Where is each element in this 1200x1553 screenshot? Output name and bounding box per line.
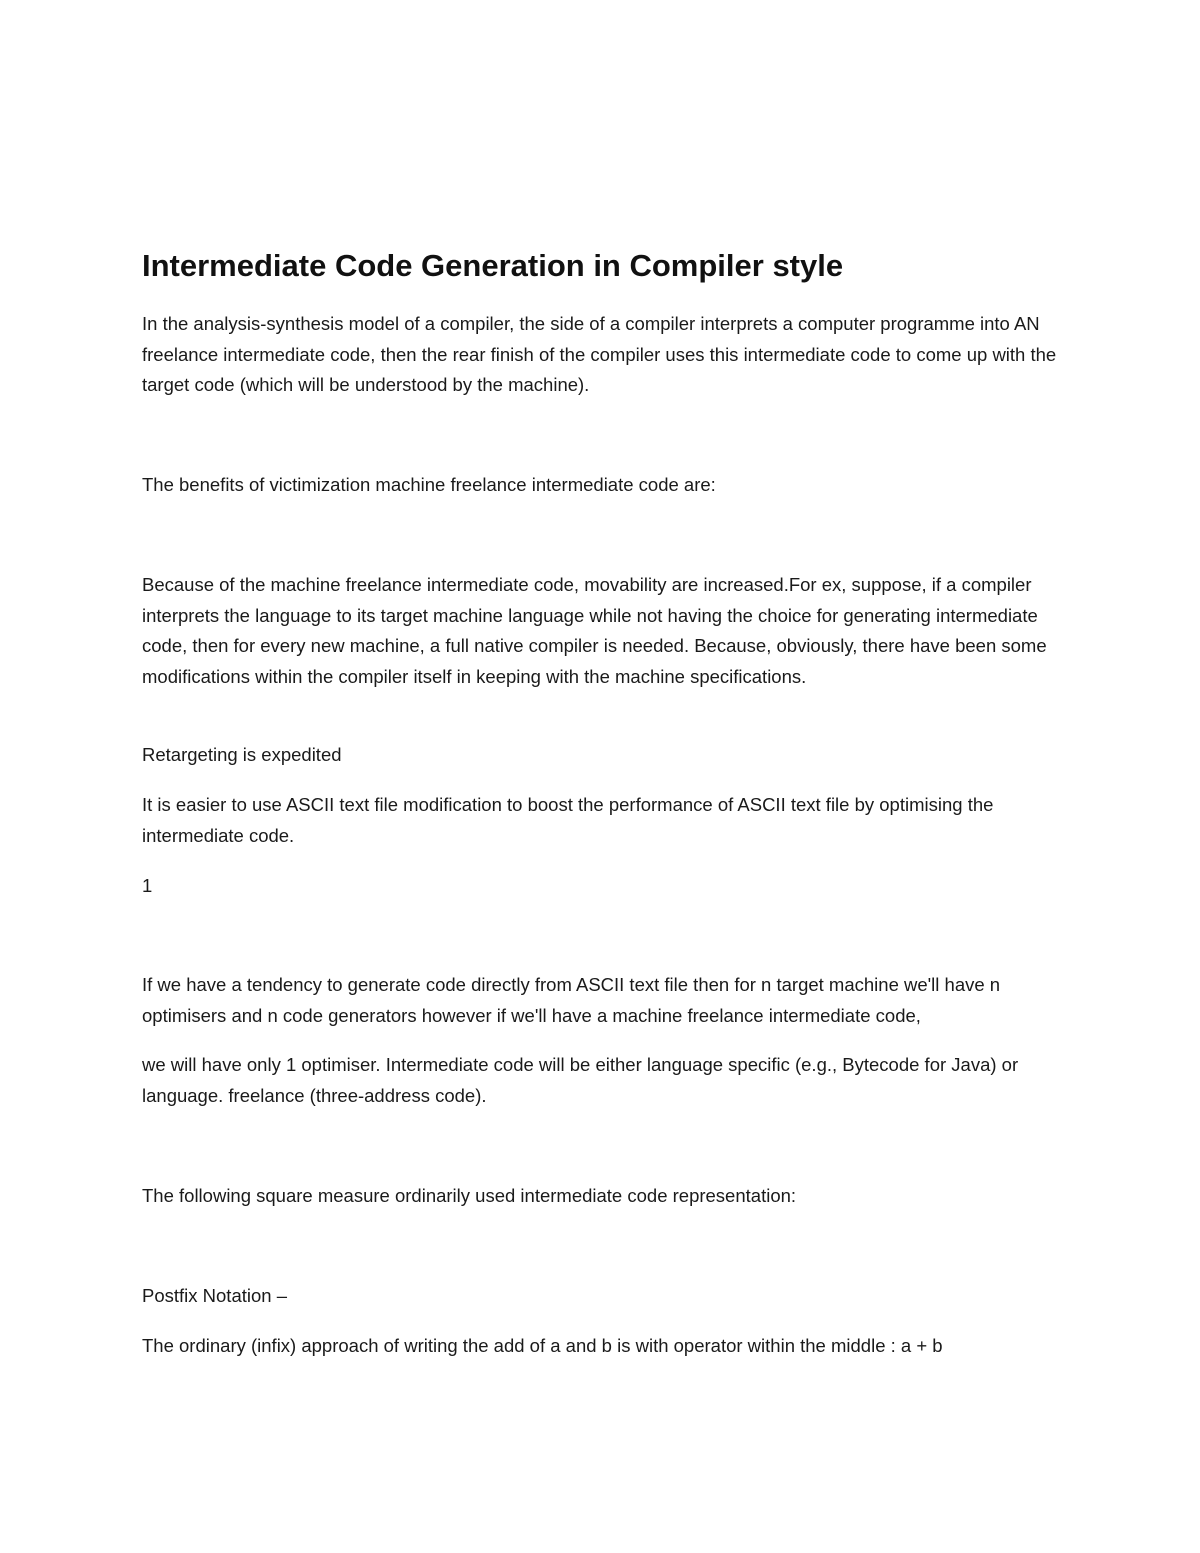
paragraph-optimisers: If we have a tendency to generate code directly from ASCII text file then for n target machine we'll have n optimisers and n code generators however if we'll have a machine freelance intermediate code, xyxy=(142,974,1001,1026)
paragraph-intro: In the analysis-synthesis model of a compiler, the side of a compiler interprets a computer programme into AN freelance intermediate code, then the rear finish of the compiler uses this intermediate code to come up with the target code (which will be understood by the machine). xyxy=(142,313,1057,395)
paragraph-benefits-heading: The benefits of victimization machine freelance intermediate code are: xyxy=(142,474,716,495)
document-title: Intermediate Code Generation in Compiler style xyxy=(142,248,844,283)
paragraph-postfix-heading: Postfix Notation – xyxy=(142,1285,287,1306)
page-number: 1 xyxy=(142,875,153,896)
paragraph-representations: The following square measure ordinarily used intermediate code representation: xyxy=(142,1185,797,1206)
paragraph-portability: Because of the machine freelance intermediate code, movability are increased.For ex, suppose, if a compiler interprets the language to its target machine language while not having the choice for generating intermediate code, then for every new machine, a full native compiler is needed. Because, obviously, there have been some modifications within the compiler itself in keeping with the machine specifications. xyxy=(142,574,1047,687)
paragraph-infix: The ordinary (infix) approach of writing the add of a and b is with operator within the middle : a + b xyxy=(142,1335,943,1356)
paragraph-retargeting: Retargeting is expedited xyxy=(142,744,342,765)
paragraph-optimisation: It is easier to use ASCII text file modification to boost the performance of ASCII text file by optimising the intermediate code. xyxy=(142,794,994,846)
paragraph-single-optimiser: we will have only 1 optimiser. Intermediate code will be either language specific (e.g., Bytecode for Java) or language. freelance (three-address code). xyxy=(142,1054,1019,1106)
